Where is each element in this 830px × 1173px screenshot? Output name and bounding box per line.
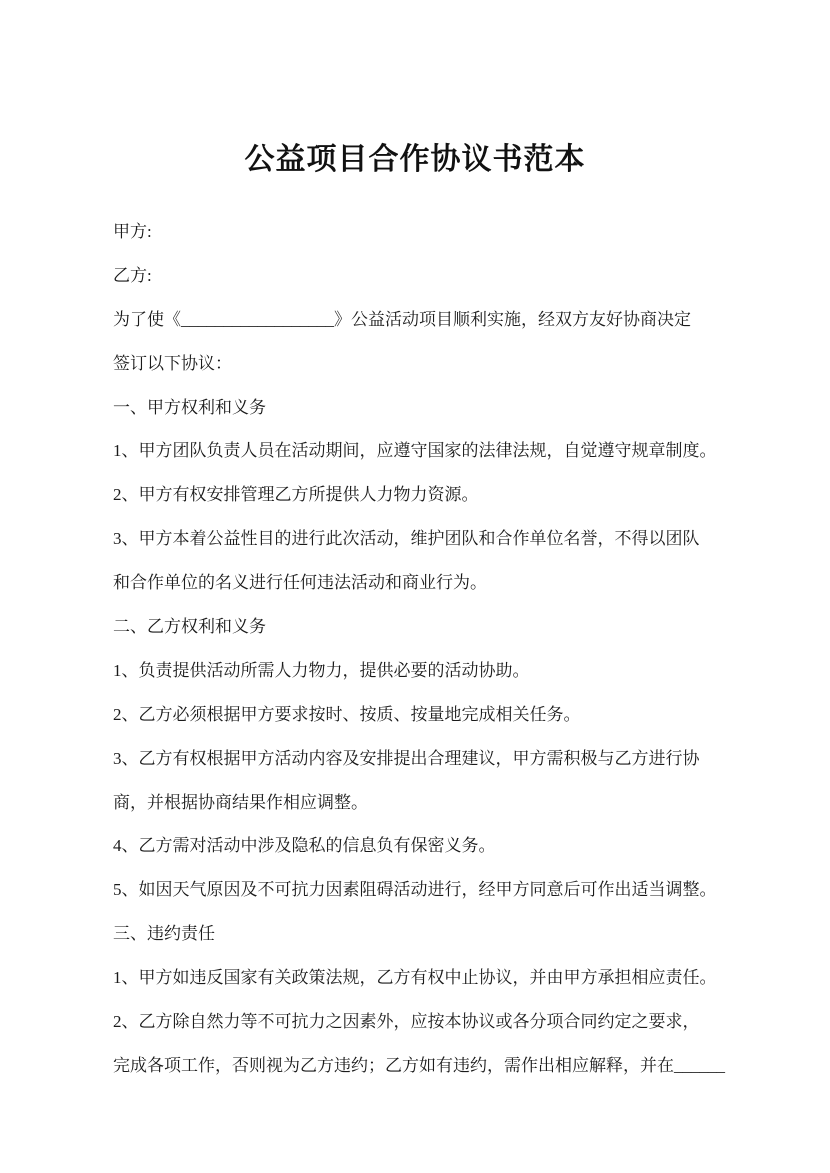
preamble-line: 为了使《__________________》公益活动项目顺利实施，经双方友好协商决定 (113, 309, 691, 329)
clause-line: 3、乙方有权根据甲方活动内容及安排提出合理建议，甲方需积极与乙方进行协 (113, 748, 700, 768)
party-a-line: 甲方: (113, 222, 152, 241)
clause-line: 完成各项工作，否则视为乙方违约；乙方如有违约，需作出相应解释，并在______ (113, 1055, 725, 1075)
section-heading: 二、乙方权利和义务 (113, 617, 266, 637)
document-body (113, 210, 725, 1088)
clause-line: 4、乙方需对活动中涉及隐私的信息负有保密义务。 (113, 836, 496, 856)
document-title: 公益项目合作协议书范本 (244, 143, 586, 177)
preamble-line: 签订以下协议： (113, 353, 232, 373)
section-heading: 一、甲方权利和义务 (113, 397, 266, 417)
clause-line: 2、甲方有权安排管理乙方所提供人力物力资源。 (113, 485, 479, 505)
clause-line: 1、甲方团队负责人员在活动期间，应遵守国家的法律法规，自觉遵守规章制度。 (113, 441, 717, 461)
section-heading: 三、违约责任 (113, 924, 215, 944)
clause-line: 2、乙方必须根据甲方要求按时、按质、按量地完成相关任务。 (113, 704, 581, 724)
clause-line: 3、甲方本着公益性目的进行此次活动，维护团队和合作单位名誉，不得以团队 (113, 529, 700, 549)
clause-line: 1、负责提供活动所需人力物力，提供必要的活动协助。 (113, 660, 530, 680)
clause-line: 2、乙方除自然力等不可抗力之因素外，应按本协议或各分项合同约定之要求， (113, 1012, 700, 1032)
party-b-line: 乙方: (113, 265, 152, 285)
clause-line: 5、如因天气原因及不可抗力因素阻碍活动进行，经甲方同意后可作出适当调整。 (113, 880, 717, 900)
clause-line: 和合作单位的名义进行任何违法活动和商业行为。 (113, 573, 487, 593)
clause-line: 1、甲方如违反国家有关政策法规，乙方有权中止协议，并由甲方承担相应责任。 (113, 968, 717, 988)
clause-line: 商，并根据协商结果作相应调整。 (113, 792, 368, 812)
